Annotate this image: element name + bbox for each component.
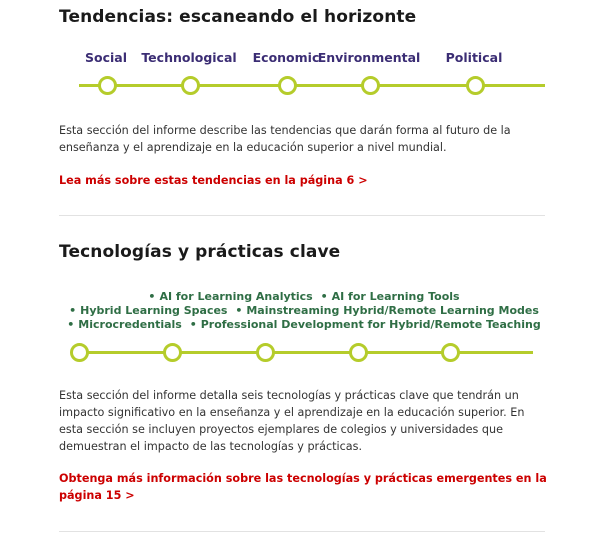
timeline-dot xyxy=(256,343,275,362)
tech-description: Esta sección del informe detalla seis tecnologías y prácticas clave que tendrán un impacto significativo en la enseñanza y el aprendizaje en la educación superior. En esta sección se incluyen proyectos ejemplares de colegios y universidades que demuestran el impacto de las tecnologías y prácticas. xyxy=(59,389,525,453)
trends-heading: Tendencias: escaneando el horizonte xyxy=(59,7,417,27)
tech-item: Professional Development for Hybrid/Remote Teaching xyxy=(200,318,541,331)
category-environmental: Environmental xyxy=(317,50,421,65)
tech-item: Hybrid Learning Spaces xyxy=(80,304,228,317)
timeline-dot xyxy=(349,343,368,362)
timeline-dot xyxy=(278,76,297,95)
category-economic: Economic xyxy=(252,50,320,65)
bullet-icon: • xyxy=(320,290,328,303)
tech-items-row xyxy=(59,290,545,304)
tech-item: Mainstreaming Hybrid/Remote Learning Modes xyxy=(246,304,539,317)
bullet-icon: • xyxy=(148,290,156,303)
trend-categories xyxy=(59,50,545,66)
tech-heading: Tecnologías y prácticas clave xyxy=(59,242,341,262)
timeline-line xyxy=(79,351,533,354)
category-political: Political xyxy=(445,50,503,65)
category-technological: Technological xyxy=(141,50,237,65)
tech-items-row xyxy=(59,318,545,332)
bullet-icon: • xyxy=(69,304,77,317)
category-social: Social xyxy=(84,50,128,65)
section-divider xyxy=(59,531,545,532)
tech-item: AI for Learning Tools xyxy=(331,290,460,303)
trends-description: Esta sección del informe describe las tendencias que darán forma al futuro de la enseñanza y el aprendizaje en la educación superior a nivel mundial. xyxy=(59,124,511,154)
tech-items xyxy=(59,290,545,332)
tech-section xyxy=(59,230,545,530)
timeline-dot xyxy=(70,343,89,362)
tech-read-more-link[interactable]: Obtenga más información sobre las tecnologías y prácticas emergentes en la página 15 > xyxy=(59,472,547,502)
timeline-dot xyxy=(361,76,380,95)
bullet-icon: • xyxy=(67,318,75,331)
tech-item: AI for Learning Analytics xyxy=(159,290,313,303)
trends-timeline xyxy=(59,76,545,95)
timeline-dot xyxy=(98,76,117,95)
bullet-icon: • xyxy=(235,304,243,317)
timeline-dot xyxy=(466,76,485,95)
bullet-icon: • xyxy=(189,318,197,331)
timeline-dot xyxy=(181,76,200,95)
trends-read-more-link[interactable]: Lea más sobre estas tendencias en la página 6 > xyxy=(59,174,368,187)
section-divider xyxy=(59,215,545,216)
tech-items-row xyxy=(59,304,545,318)
tech-timeline xyxy=(59,343,545,362)
timeline-dot xyxy=(441,343,460,362)
trends-section xyxy=(59,0,545,200)
tech-item: Microcredentials xyxy=(78,318,182,331)
timeline-dot xyxy=(163,343,182,362)
